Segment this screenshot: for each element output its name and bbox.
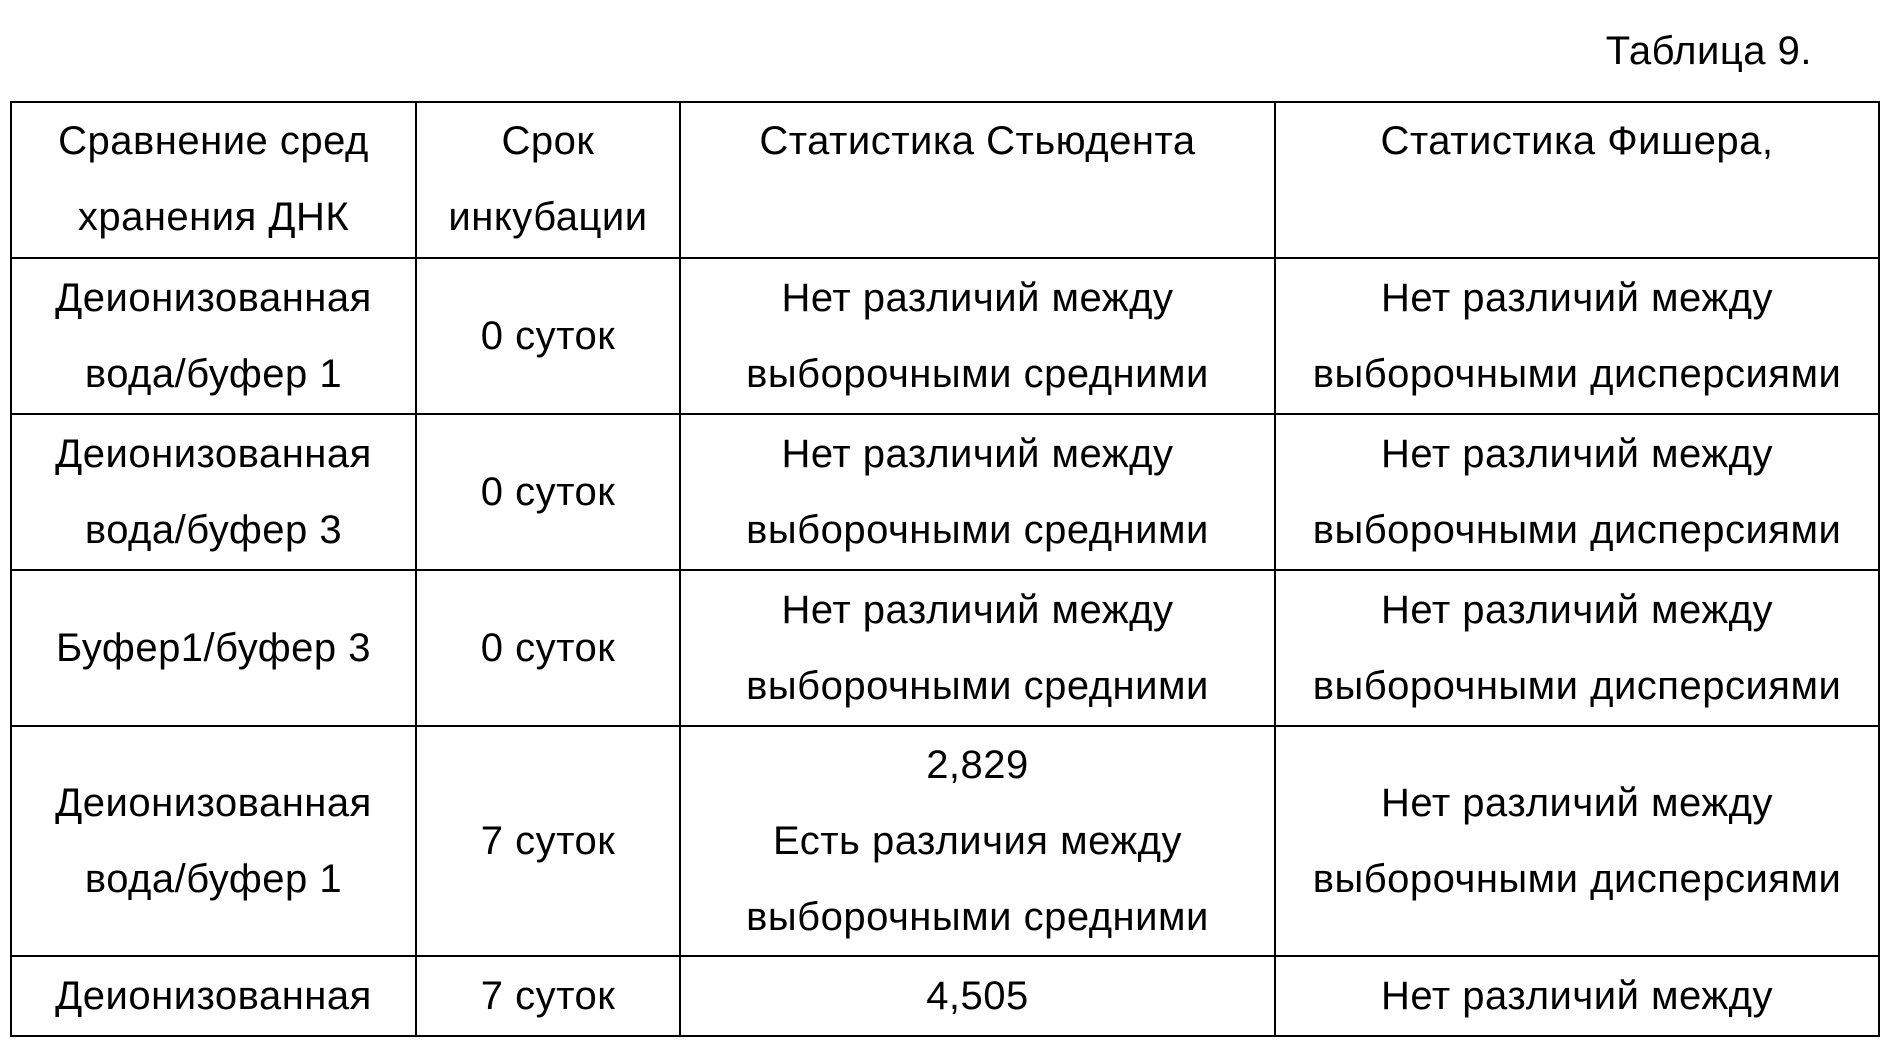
- cell-line: 0 суток: [480, 626, 616, 670]
- cell-line: выборочными средними: [746, 664, 1209, 708]
- cell-student: [680, 258, 1275, 414]
- cell-line: 0 суток: [480, 470, 616, 514]
- cell-line: выборочными дисперсиями: [1312, 352, 1842, 396]
- cell-line: выборочными средними: [746, 352, 1209, 396]
- cell-line: инкубации: [448, 195, 648, 239]
- cell-line: выборочными дисперсиями: [1312, 664, 1842, 708]
- cell-fisher: [1275, 414, 1879, 570]
- cell-line: выборочными средними: [746, 508, 1209, 552]
- header-cell-student: [680, 102, 1275, 258]
- table-row: [11, 570, 1879, 726]
- cell-line: Нет различий между: [781, 588, 1174, 632]
- cell-line: Буфер1/буфер 3: [55, 626, 372, 670]
- cell-line: Нет различий между: [1381, 974, 1773, 1018]
- cell-student: [680, 570, 1275, 726]
- header-cell-period: [416, 102, 680, 258]
- cell-comparison: [11, 726, 416, 956]
- cell-student: [680, 956, 1275, 1036]
- table-header-row: [11, 102, 1879, 258]
- header-cell-fisher: [1275, 102, 1879, 258]
- cell-comparison: [11, 956, 416, 1036]
- cell-line: вода/буфер 3: [84, 508, 343, 552]
- cell-line: Нет различий между: [1381, 432, 1773, 476]
- cell-period: [416, 414, 680, 570]
- cell-line: Деионизованная: [55, 781, 372, 825]
- cell-line: 7 суток: [480, 819, 616, 863]
- cell-line: 4,505: [926, 974, 1029, 1018]
- cell-line: выборочными дисперсиями: [1312, 508, 1842, 552]
- cell-fisher: [1275, 570, 1879, 726]
- cell-line: 7 суток: [480, 974, 616, 1018]
- cell-comparison: [11, 414, 416, 570]
- cell-comparison: [11, 258, 416, 414]
- cell-line: выборочными средними: [746, 895, 1209, 939]
- cell-line: Статистика Фишера,: [1380, 119, 1774, 163]
- cell-line: Нет различий между: [781, 276, 1174, 320]
- cell-line: выборочными дисперсиями: [1312, 857, 1842, 901]
- cell-line: Срок: [501, 119, 595, 163]
- cell-line: Нет различий между: [1381, 781, 1773, 825]
- cell-period: [416, 726, 680, 956]
- cell-student: [680, 726, 1275, 956]
- cell-line: 0 суток: [480, 314, 616, 358]
- cell-line: вода/буфер 1: [84, 857, 343, 901]
- cell-fisher: [1275, 258, 1879, 414]
- cell-line: хранения ДНК: [77, 195, 350, 239]
- header-cell-comparison: [11, 102, 416, 258]
- cell-line: Деионизованная: [55, 432, 372, 476]
- cell-line: Деионизованная: [55, 276, 372, 320]
- cell-line: Статистика Стьюдента: [759, 119, 1196, 163]
- table-row: [11, 414, 1879, 570]
- cell-period: [416, 956, 680, 1036]
- statistics-table: [10, 101, 1880, 1037]
- cell-student: [680, 414, 1275, 570]
- cell-line: Нет различий между: [1381, 588, 1773, 632]
- cell-fisher: [1275, 956, 1879, 1036]
- cell-period: [416, 570, 680, 726]
- cell-line: Сравнение сред: [58, 119, 369, 163]
- cell-fisher: [1275, 726, 1879, 956]
- table-caption: Таблица 9.: [1605, 29, 1812, 73]
- cell-line: 2,829: [926, 743, 1029, 787]
- cell-line: Нет различий между: [781, 432, 1174, 476]
- cell-comparison: [11, 570, 416, 726]
- cell-period: [416, 258, 680, 414]
- cell-line: Нет различий между: [1381, 276, 1773, 320]
- table-row: [11, 726, 1879, 956]
- cell-line: Деионизованная: [55, 974, 372, 1018]
- cell-line: Есть различия между: [773, 819, 1182, 863]
- cell-line: вода/буфер 1: [84, 352, 343, 396]
- table-row: [11, 956, 1879, 1036]
- table-row: [11, 258, 1879, 414]
